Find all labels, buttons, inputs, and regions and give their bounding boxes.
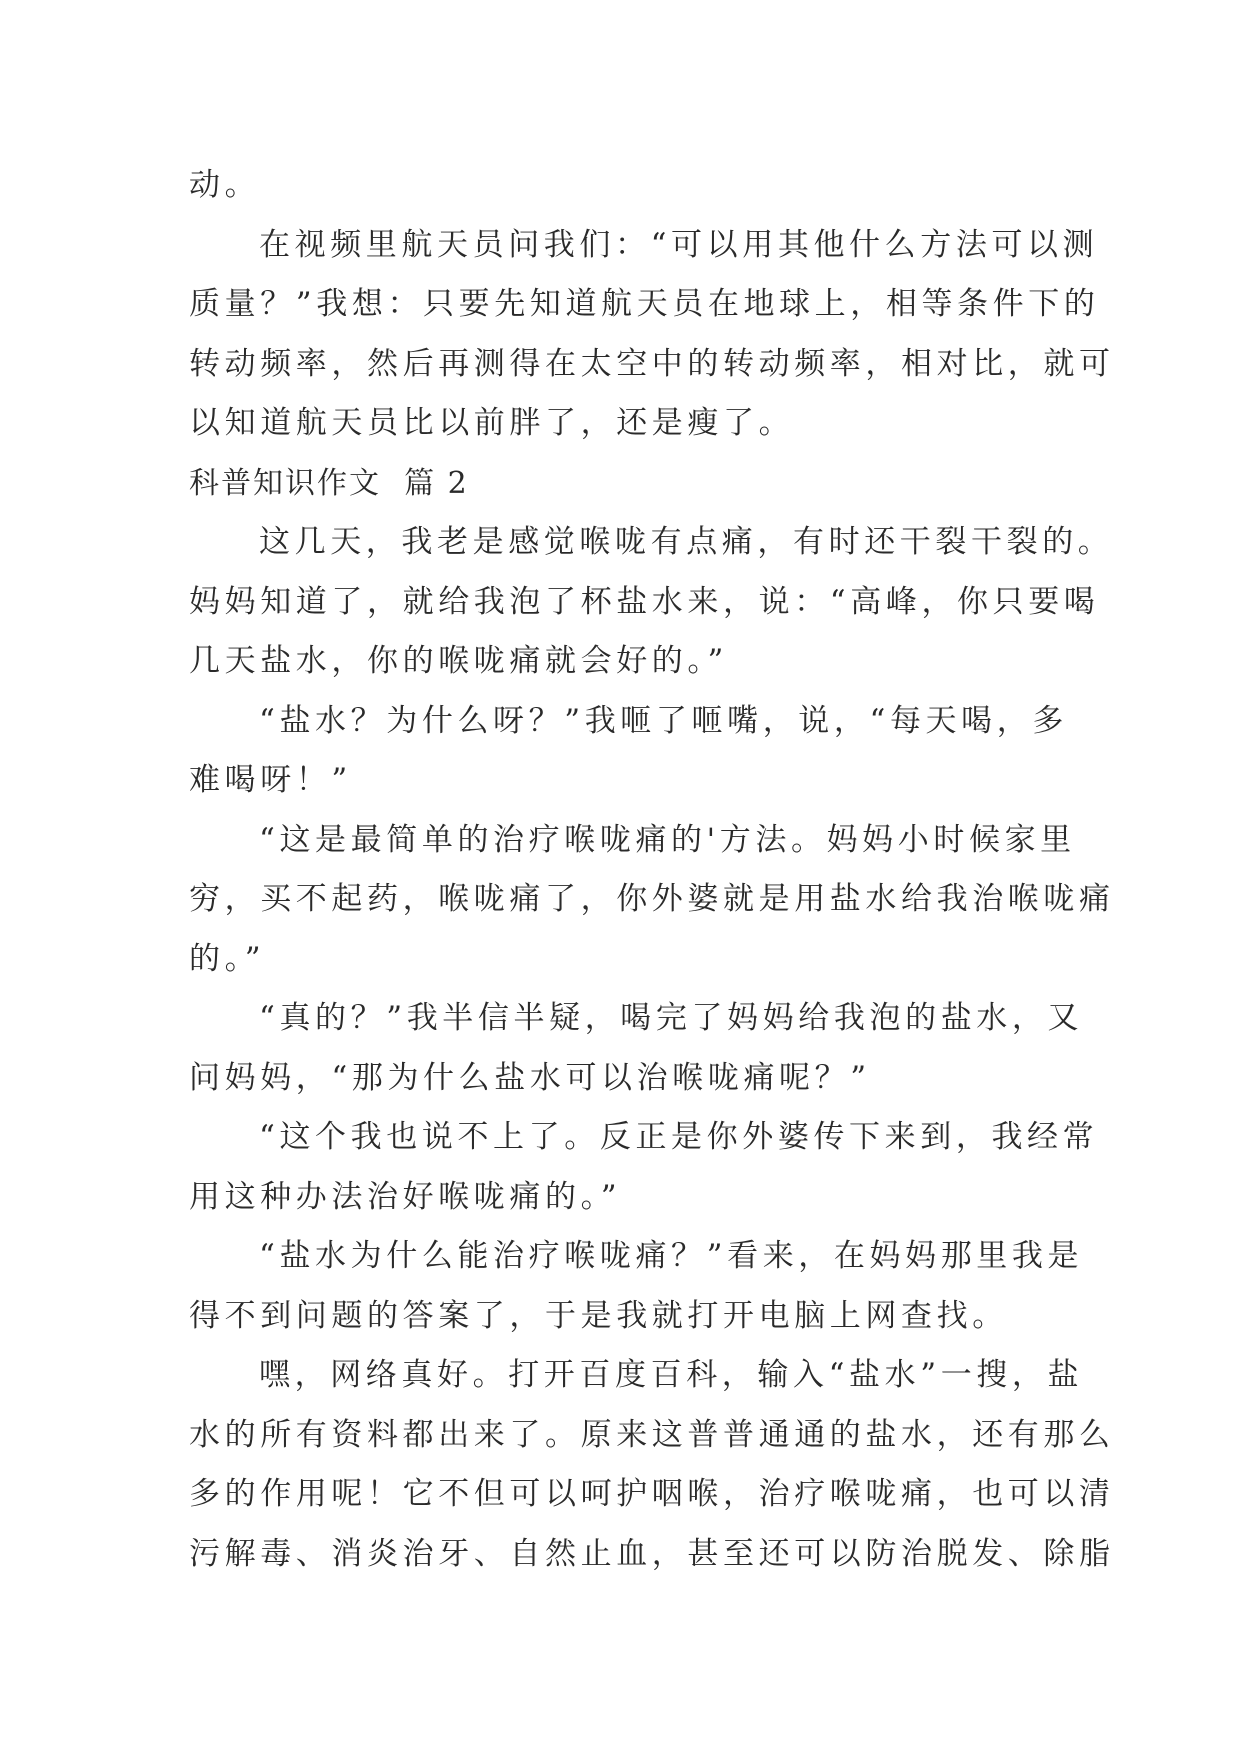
text-line: 水的所有资料都出来了。原来这普普通通的盐水，还有那么 [189, 1416, 1115, 1453]
text-line: 穷，买不起药，喉咙痛了，你外婆就是用盐水给我治喉咙痛 [189, 881, 1115, 917]
paragraph-start-line: “盐水？为什么呀？”我咂了咂嘴，说，“每天喝，多 [259, 702, 1068, 739]
paragraph-start-line: “这个我也说不上了。反正是你外婆传下来到，我经常 [259, 1119, 1099, 1155]
text-line: 多的作用呢！它不但可以呵护咽喉，治疗喉咙痛，也可以清 [189, 1476, 1115, 1512]
text-line: 质量？”我想：只要先知道航天员在地球上，相等条件下的 [189, 286, 1100, 322]
text-line: 妈妈知道了，就给我泡了杯盐水来，说：“高峰，你只要喝 [189, 583, 1100, 620]
paragraph-start-line: 嘿，网络真好。打开百度百科，输入“盐水”一搜，盐 [259, 1357, 1084, 1393]
text-line: 污解毒、消炎治牙、自然止血，甚至还可以防治脱发、除脂 [189, 1535, 1115, 1572]
text-line: 用这种办法治好喉咙痛的。” [189, 1178, 622, 1215]
paragraph-start-line: “真的？”我半信半疑，喝完了妈妈给我泡的盐水，又 [259, 1000, 1084, 1036]
text-line: 转动频率，然后再测得在太空中的转动频率，相对比，就可 [189, 345, 1115, 382]
paragraph-start-line: 在视频里航天员问我们：“可以用其他什么方法可以测 [259, 226, 1099, 263]
text-line: 难喝呀！” [189, 762, 352, 798]
text-line: 以知道航天员比以前胖了，还是瘦了。 [189, 405, 795, 441]
paragraph-start-line: 这几天，我老是感觉喉咙有点痛，有时还干裂干裂的。 [259, 524, 1114, 560]
text-line: 几天盐水，你的喉咙痛就会好的。” [189, 643, 728, 679]
paragraph-start-line: “这是最简单的治疗喉咙痛的'方法。妈妈小时候家里 [259, 821, 1076, 858]
text-line: 的。” [189, 940, 266, 977]
essay-body [189, 156, 1115, 1584]
paragraph-start-line: “盐水为什么能治疗喉咙痛？”看来，在妈妈那里我是 [259, 1238, 1084, 1274]
section-heading: 科普知识作文 篇 2 [189, 465, 469, 501]
text-line: 得不到问题的答案了，于是我就打开电脑上网查找。 [189, 1297, 1008, 1334]
text-line: 问妈妈，“那为什么盐水可以治喉咙痛呢？” [189, 1059, 871, 1096]
text-line: 动。 [189, 167, 261, 203]
